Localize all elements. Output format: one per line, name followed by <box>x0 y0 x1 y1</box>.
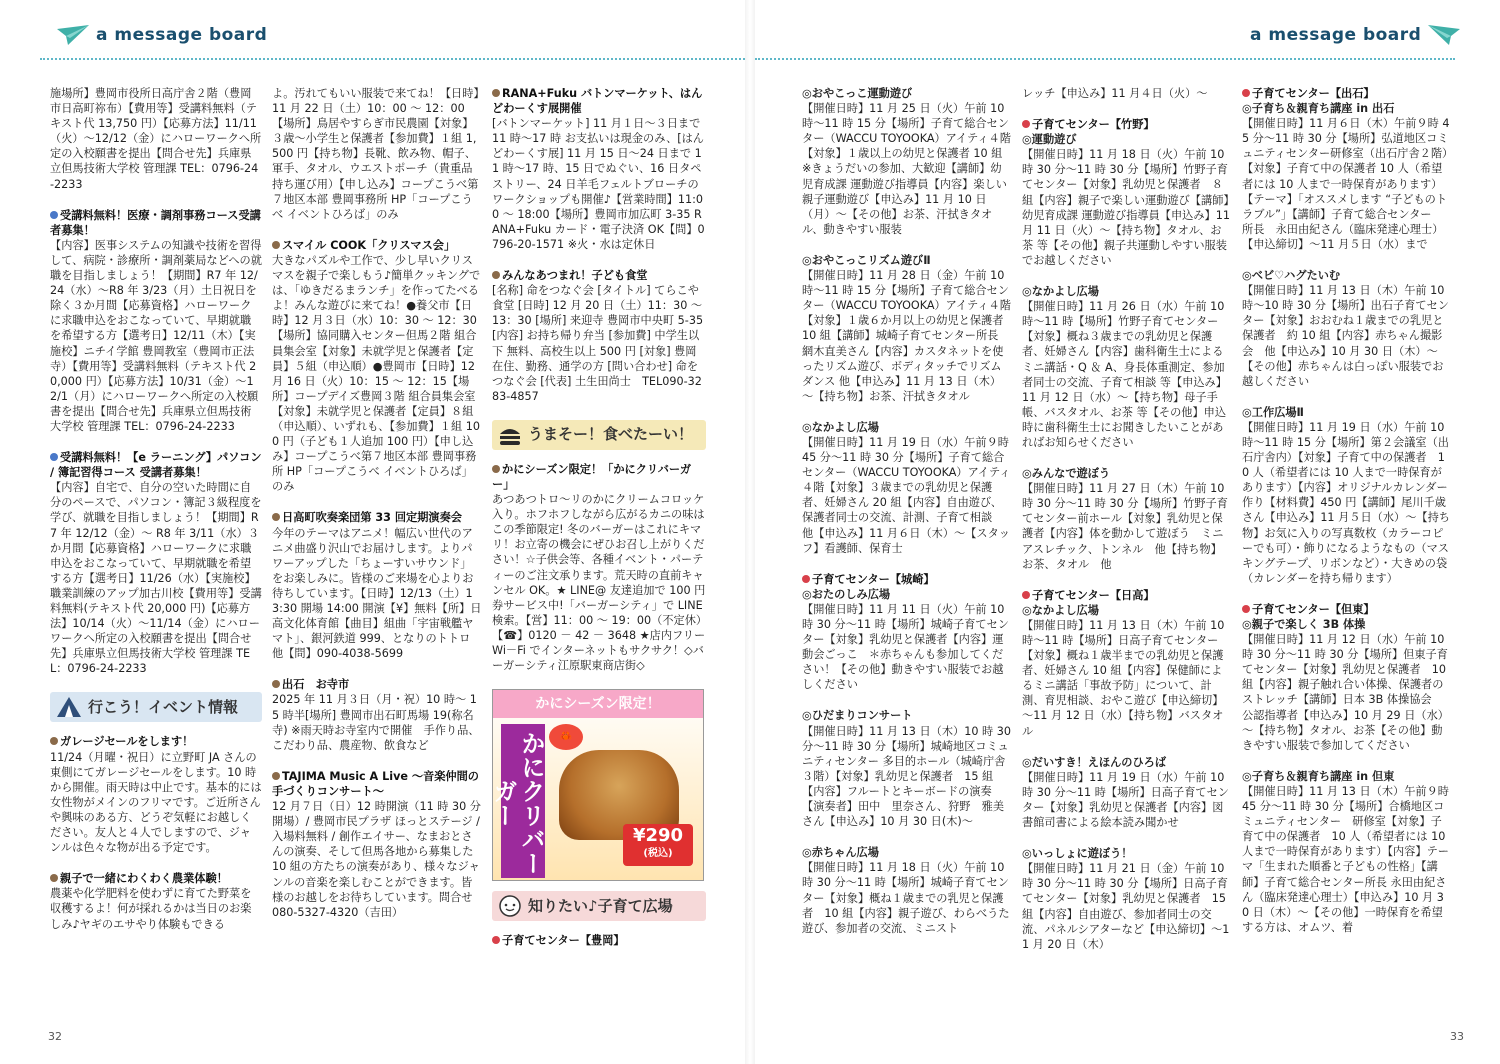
list-item <box>802 420 1012 556</box>
page-number: 33 <box>1450 1030 1464 1043</box>
entry-body: 11/24（月曜・祝日）に立野町 JA さんの東側にてガレージセールをします。10 時から開催。雨天時は中止です。基本的には女性物がメインのフリマです。ご近所さんや興味のある方、どうぞ気軽にお越しください。友人と４人でしますので、ジャンルは色々な物が出る予定です。 <box>50 750 262 855</box>
ad-price-tag <box>623 824 693 866</box>
entry-body: 【開催日時】11 月 27 日（木）午前 10 時 30 分～11 時 30 分【場所】竹野子育てセンター前ホール【対象】乳幼児と保護者【内容】体を動かして遊ぼう ミニアスレチック、トンネル 他【持ち物】お茶、タオル 他 <box>1022 482 1228 571</box>
entry-body: 【開催日時】11 月 13 日（木）午前９時 45 分～11 時 30 分【場所】合橋地区コミュニティセンター 研修室【対象】子育て中の保護者 10 人（希望者には 10 人まで一時保育があります）【内容】テーマ「生まれた順番と子どもの性格」【講師】子育て総合センター所長 永田由紀さん（臨床発達心理士）【申込み】10 月 30 日（木）～【その他】一時保育を希望する方は、オムツ、着 <box>1242 784 1449 934</box>
entry-body: 【開催日時】11 月 13 日（木）午前 10 時～10 時 30 分【場所】出石子育てセンター【対象】おおむね１歳までの乳児と保護者 約 10 組【内容】赤ちゃん撮影会 他【申込み】10 月 30 日（木）～【その他】赤ちゃんは白っぽい服装でお越しください <box>1242 284 1449 388</box>
entry-body: 12 月７日（日）12 時開演（11 時 30 分開場）/ 豊岡市民プラザ ほっとステージ / 入場料無料 / 創作エイサー、なまおとさんの演奏、そして但馬各地から募集した 10 組の方たちの演奏があり、様々なジャンルの音楽を楽しむことができます。皆様のお越しをお待ちしています。問合せ 080-5327-4320（吉田） <box>272 800 484 919</box>
paper-plane-icon <box>56 23 90 47</box>
header-title: a message board <box>96 25 268 45</box>
entry-title: RANA+Fuku バトンマーケット、はんどわーくす展開催 <box>492 87 703 116</box>
entry-title: ◎工作広場Ⅱ <box>1242 405 1304 419</box>
left-header <box>56 20 267 50</box>
entry-title: ◎おやこっこ運動遊び <box>802 87 913 100</box>
section-banner <box>492 420 706 450</box>
entry-body: 【開催日時】11 月 13 日（木）午前 10 時～11 時【場所】日高子育てセンター【対象】概ね１歳半までの乳幼児と保護者、妊婦さん 10 組【内容】保健師によるミニ講話「事故予防」について、計測、育児相談、おやこ遊び【申込締切】～11 月 12 日（水）【持ち物】バスタオル <box>1022 618 1225 738</box>
section-head: 子育てセンター【竹野】 <box>1032 118 1155 132</box>
entry-title: ◎いっしょに遊ぼう！ <box>1022 847 1133 861</box>
entry-body: 今年のテーマはアニメ！幅広い世代のアニメ曲盛り沢山でお届けします。よりパワーアップした「ちょーすいサウンド」をお楽しみに。皆様のご来場を心よりお待ちしています。【日時】12/13（土）13:30 開場 14:00 開演【¥】無料【所】日高文化体育館【曲目】組曲「宇宙戦艦ヤマト」、銀河鉄道 999、となりのトトロ 他【問】090-4038-5699 <box>272 526 482 661</box>
entry-title: かにシーズン限定！「かにクリバーガー」 <box>492 462 692 491</box>
list-item <box>1022 86 1230 101</box>
list-item <box>1242 86 1450 252</box>
entry-title: ◎なかよし広場 <box>802 420 879 434</box>
bullet-icon <box>1242 89 1250 97</box>
entry-title: ◎運動遊び <box>1022 133 1077 147</box>
entry-title: 出石 お寺市 <box>282 678 350 692</box>
ad-price: ¥290 <box>632 825 684 847</box>
right-column-1 <box>802 86 1012 952</box>
entry-title: みんなあつまれ！子ども食堂 <box>502 269 648 283</box>
list-item <box>50 450 262 676</box>
page-number: 32 <box>48 1030 62 1043</box>
section-head: 子育てセンター【城崎】 <box>812 572 935 586</box>
list-item <box>272 677 482 752</box>
entry-title: ◎なかよし広場 <box>1022 603 1099 617</box>
ad-top-text: かにシーズン限定！ <box>493 690 703 718</box>
list-item <box>1242 405 1450 586</box>
section-head: 子育てセンター【出石】 <box>1252 87 1375 100</box>
bullet-icon <box>50 453 58 461</box>
entry-body: レッチ【申込み】11 月４日（火）～ <box>1022 87 1208 100</box>
bullet-icon <box>272 513 280 521</box>
right-page <box>750 0 1500 1064</box>
entry-title: ◎ひだまりコンサート <box>802 709 913 723</box>
entry-title: 受講料無料！医療・調剤事務コース受講者募集！ <box>50 208 261 237</box>
list-item <box>802 845 1012 936</box>
entry-title: ◎だいすき！えほんのひろば <box>1022 755 1167 769</box>
list-item <box>802 572 1012 693</box>
entry-body: 農薬や化学肥料を使わずに育てた野菜を収穫するよ！何が採れるかは当日のお楽しみ♪ヤギのエサやり体験もできる <box>50 887 252 931</box>
bullet-icon <box>802 575 810 583</box>
entry-body: 【開催日時】11 月 19 日（水）午前９時 45 分～11 時 30 分【場所】子育て総合センター（WACCU TOYOOKA）アイティ４階【対象】３歳までの乳幼児と保護者、妊婦さん 20 組【内容】自由遊び、保護者同士の交流、計測、子育て相談 他【申込み】11 月６日（木）～【スタッフ】看護師、保育士 <box>802 435 1011 555</box>
list-item <box>492 86 706 252</box>
paper-plane-icon <box>1427 23 1461 47</box>
entry-title: ◎おたのしみ広場 <box>802 587 891 601</box>
entry-title: ◎おやこっこリズム遊びⅡ <box>802 253 931 267</box>
entry-body: 【開催日時】11 月 18 日（火）午前 10 時 30 分～11 時【場所】城崎子育てセンター【対象】概ね１歳までの乳児と保護者 10 組【内容】親子遊び、わらべうた遊び、参加者の交流、ミニスト <box>802 861 1010 935</box>
list-item <box>1022 466 1230 572</box>
entry-body: 施場所】豊岡市役所日高庁舎２階（豊岡市日高町祢布）【費用等】受講料無料（テキスト代 13,750 円）【応募方法】11/11（火）～12/12（金）にハローワークへ所定の入校願書を提出【問合せ先】兵庫県立但馬技術大学校 管理課 TEL：0796-24-2233 <box>50 87 262 191</box>
entry-body: 【開催日時】11 月 25 日（火）午前 10 時～11 時 15 分【場所】子育て総合センター（WACCU TOYOOKA）アイティ４階【対象】１歳以上の幼児と保護者 10 組 ※きょうだいの参加、大歓迎【講師】幼児育成課 運動遊び指導員【内容】楽しい親子運動遊び【申込み】11 月 10 日（月）～【その他】お茶、汗拭きタオル、動きやすい服装 <box>802 102 1011 236</box>
list-item <box>1242 602 1450 753</box>
entry-title: ガレージセールをします！ <box>60 735 194 749</box>
entry-title: ◎子育ち＆親育ち講座 in 但東 <box>1242 769 1395 783</box>
bullet-icon <box>272 772 280 780</box>
list-item <box>272 238 482 495</box>
bullet-icon <box>1242 605 1250 613</box>
banner-text: うまそー！食べたーい！ <box>528 425 694 444</box>
entry-body: 【開催日時】11 月 11 日（火）午前 10 時 30 分～11 時【場所】城崎子育てセンター【対象】乳幼児と保護者【内容】運動会ごっこ ＊赤ちゃんも参加してください！【その他】動きやすい服装でお越しください <box>802 602 1009 692</box>
entry-body: [バトンマーケット] 11 月１日～３日まで 11 時～17 時 お支払いは現金のみ、[はんどわーくす展] 11 月 15 日～24 日まで 11 時～17 時、15 日でぬぐい、16 日タペストリー、24 日羊毛フェルトブローチのワークショップも開催♪【営業時間】11:00 ～ 18:00【場所】豊岡市加広町 3-35 RANA+Fuku カード・電子決済 OK【問】0796-20-1571 ※火・水は定休日 <box>492 117 705 251</box>
entry-title: ◎なかよし広場 <box>1022 285 1099 299</box>
entry-body: 【開催日時】11 月 26 日（水）午前 10 時～11 時【場所】竹野子育てセンター【対象】概ね３歳までの乳幼児と保護者、妊婦さん【内容】歯科衛生士によるミニ講話・Q ＆ A、身長体重測定、参加者同士の交流、子育て相談 等【申込み】11 月 12 日（水）～【持ち物】母子手帳、バスタオル、お茶 等【その他】申込時に歯科衛生士にお聞きしたいことがあればお知らせください <box>1022 300 1227 449</box>
bullet-icon <box>492 465 500 473</box>
bullet-icon <box>50 211 58 219</box>
bullet-icon <box>272 241 280 249</box>
list-item <box>1242 769 1450 935</box>
entry-body: よ。汚れてもいい服装で来てね！【日時】11 月 22 日（土）10：00 ～ 12：00【場所】鳥居やすらぎ市民農園【対象】３歳～小学生と保護者【参加費】１組 1,500 円【持ち物】長靴、飲み物、帽子、軍手、タオル、ウエストポーチ（貴重品持ち運び用）【申し込み】コープこうべ第７地区本部 豊岡事務所 HP「コープこうべ イベントひろば」のみ <box>272 87 479 221</box>
banner-text: 行こう！イベント情報 <box>88 697 239 716</box>
burger-icon <box>498 424 522 446</box>
list-item <box>492 933 706 948</box>
entry-title: 子育てセンター【豊岡】 <box>502 934 625 948</box>
entry-body: 【開催日時】11 月 19 日（水）午前 10 時～11 時 15 分【場所】第２会議室（出石庁舎内）【対象】子育て中の保護者 10 人（希望者には 10 人まで一時保育があります）【内容】オリジナルカレンダー作り【材料費】450 円【講師】尾川千歳さん【申込み】11 月５日（水）～【持ち物】お気に入りの写真数枚（カラーコピーでも可）・飾りになるようなもの（マスキングテープ、リボンなど）・大きめの袋（カレンダーを持ち帰ります） <box>1242 420 1450 585</box>
left-column-2 <box>272 86 482 936</box>
right-column-2 <box>1022 86 1230 968</box>
list-item <box>50 734 262 855</box>
entry-body: 【開催日時】11 月 18 日（火）午前 10 時 30 分～11 時 30 分【場所】竹野子育てセンター【対象】乳幼児と保護者 ８組【内容】親子で楽しい運動遊び【講師】幼児育成課 運動遊び指導員【申込み】11 月 11 日（火）～【持ち物】タオル、お茶 等【その他】親子共運動しやすい服装でお越しください <box>1022 148 1230 267</box>
header-rule <box>40 58 745 60</box>
section-banner <box>50 692 262 722</box>
list-item <box>50 208 262 434</box>
list-item <box>1022 284 1230 450</box>
bullet-icon <box>492 89 500 97</box>
bullet-icon <box>1022 591 1030 599</box>
ad-product-name: かにクリバーガー <box>501 724 545 878</box>
list-item <box>492 268 706 404</box>
bullet-icon <box>50 737 58 745</box>
entry-title: スマイル COOK「クリスマス会」 <box>282 238 456 252</box>
entry-body: 2025 年 11 月３日（月・祝）10 時～ 15 時半[場所] 豊岡市出石町馬場 19(称名寺) ※雨天時お寺室内で開催 手作り品、こだわり品、農産物、飲食など <box>272 693 480 752</box>
entry-title: ◎ベビ♡ハグたいむ <box>1242 269 1341 283</box>
entry-title: 日高町吹奏楽団第 33 回定期演奏会 <box>282 511 462 525</box>
section-banner <box>492 891 706 921</box>
list-item <box>272 510 482 661</box>
header-rule <box>755 58 1455 60</box>
left-column-3 <box>489 86 706 964</box>
list-item <box>272 86 482 222</box>
entry-body: 【開催日時】11 月 12 日（水）午前 10 時 30 分～11 時 30 分【場所】但東子育てセンター【対象】乳幼児と保護者 10 組【内容】親子触れ合い体操、保護者のストレッチ【講師】日本 3B 体操協会 公認指導者【申込み】10 月 29 日（水）～【持ち物】タオル、お茶【その他】動きやすい服装で参加してください <box>1242 633 1449 752</box>
list-item <box>1242 268 1450 389</box>
bullet-icon <box>50 874 58 882</box>
bullet-icon <box>492 936 500 944</box>
entry-body: 【開催日時】11 月 19 日（水）午前 10 時 30 分～11 時【場所】日高子育てセンター【対象】乳幼児と保護者【内容】図書館司書による絵本読み聞かせ <box>1022 770 1229 830</box>
entry-body: 【開催日時】11 月６日（木）午前９時 45 分～11 時 30 分【場所】弘道地区コミュニティセンター研修室（出石庁舎２階）【対象】子育て中の保護者 10 人（希望者には 10 人まで一時保育があります）【テーマ】「オススメします “子どものトラブル”」【講師】子育て総合センター 所長 永田由紀さん（臨床発達心理士）【申込締切】～11 月５日（水）まで <box>1242 117 1450 251</box>
entry-body: 【内容】自宅で、自分の空いた時間に自分のペースで、パソコン・簿記３級程度を学び、就職を目指しましょう！【期間】R7 年 12/12（金）～ R8 年 3/11（水）３か月間【応募資格】ハローワークに求職申込をおこなっていて、早期就職を希望する方【選考日】11/26（水）【実施校】職業訓練のアップ加古川校【費用等】受講料無料(テキスト代 20,000 円)【応募方法】10/14（火）～11/14（金）にハローワークへ所定の入校願書を提出【問合せ先】兵庫県立但馬技術大学校 管理課 TEL：0796-24-2233 <box>50 481 262 676</box>
list-item <box>802 86 1012 237</box>
entry-title: 親子で一緒にわくわく農業体験！ <box>60 872 228 886</box>
entry-title: ◎親子で楽しく 3B 体操 <box>1242 618 1366 631</box>
list-item <box>1022 846 1230 952</box>
list-item <box>50 871 262 931</box>
entry-body: 【内容】医事システムの知識や技術を習得して、病院・診療所・調剤薬局などへの就職を目指しましょう！【期間】R7 年 12/24（水）～R8 年 3/23（月）土日祝日を除く３か月間【応募資格】ハローワークに求職申込をおこなっていて、早期就職を希望する方【選考日】12/11（木）【実施校】ニチイ学館 豊岡教室（豊岡市正法寺）【費用等】受講料無料（テキスト代 20,000 円）【応募方法】10/31（金）～12/1（月）にハローワークへ所定の入校願書を提出【問合せ先】兵庫県立但馬技術大学校 管理課 TEL：0796-24-2233 <box>50 238 262 433</box>
left-column-1 <box>50 86 262 948</box>
bullet-icon <box>272 680 280 688</box>
list-item <box>50 86 262 192</box>
entry-title: 受講料無料！【e ラーニング】パソコン / 簿記習得コース 受講者募集！ <box>50 451 262 480</box>
tent-icon <box>56 696 82 718</box>
entry-body: 【開催日時】11 月 21 日（金）午前 10 時 30 分～11 時 30 分【場所】日高子育てセンター【対象】乳幼児と保護者 15 組【内容】自由遊び、参加者同士の交流、パネルシアターなど【申込締切】～11 月 20 日（木） <box>1022 862 1230 951</box>
baby-face-icon <box>498 895 522 917</box>
bullet-icon <box>1022 120 1030 128</box>
right-header <box>1250 20 1461 50</box>
banner-text: 知りたい♪子育て広場 <box>528 896 673 915</box>
entry-title: ◎みんなで遊ぼう <box>1022 467 1111 481</box>
entry-body: [名称] 命をつなぐ会 [タイトル] てらこや食堂 [日時] 12 月 20 日（土）11：30 ～ 13：30 [場所] 来迎寺 豊岡市中央町 5-35 [内容] お持ち帰り弁当 [参加費] 中学生以下 無料、高校生以上 500 円 [対象] 豊岡在住、勤務、通学の方 [問い合わせ] 命をつなぐ会 [代表] 土生田尚士 TEL090-3283-4857 <box>492 284 704 403</box>
list-item <box>802 708 1012 829</box>
section-head: 子育てセンター【但東】 <box>1252 602 1375 616</box>
bullet-icon <box>492 271 500 279</box>
entry-title: TAJIMA Music A Live ～音楽仲間の手づくりコンサート～ <box>272 769 479 798</box>
list-item <box>802 253 1012 404</box>
list-item <box>272 769 482 920</box>
list-item <box>1022 755 1230 830</box>
section-head: 子育てセンター【日高】 <box>1032 588 1155 602</box>
entry-body: 【開催日時】11 月 28 日（金）午前 10 時～11 時 15 分【場所】子育て総合センター（WACCU TOYOOKA）アイティ４階【対象】１歳６か月以上の幼児と保護者 10 組【講師】城崎子育てセンター所長 網木直美さん【内容】カスタネットを使ったリズム遊び、ボディタッチでリズムダンス 他【申込み】11 月 13 日（木）～【持ち物】お茶、汗拭きタオル <box>802 269 1011 403</box>
ad-tax-note: (税込) <box>643 848 673 860</box>
right-column-3 <box>1242 86 1450 951</box>
entry-body: 【開催日時】11 月 13 日（木）10 時 30 分～11 時 30 分【場所】城崎地区コミュニティセンター 多目的ホール（城崎庁舎３階）【対象】乳幼児と保護者 15 組【内容】フルートとキーボードの演奏【演奏者】田中 里奈さん、狩野 雅美さん【申込み】10 月 30 日(木)～ <box>802 724 1011 829</box>
burger-ad-image <box>489 689 704 881</box>
entry-body: 大きなパズルや工作で、少し早いクリスマスを親子で楽しもう♪簡単クッキングでは、「ゆきだるまランチ」を作ってたべるよ！みんな遊びに来てね！●養父市【日時】12 月３日（水）10：30 ～ 12：30【場所】協同購入センター但馬２階 組合員集会室【対象】未就学児と保護者【定員】５組（申込順）●豊岡市【日時】12 月 16 日（火）10：15 ～ 12：15【場所】コープデイズ豊岡３階 組合員集会室【対象】未就学児と保護者【定員】８組（申込順）、いずれも、【参加費】１組 100 円（子ども１人追加 100 円）【申し込み】コープこうべ第７地区本部 豊岡事務所 HP「コープこうべ イベントひろば」のみ <box>272 253 481 494</box>
entry-title: ◎赤ちゃん広場 <box>802 846 879 860</box>
list-item <box>1022 117 1230 268</box>
header-title: a message board <box>1250 25 1422 45</box>
list-item <box>1022 588 1230 739</box>
list-item <box>492 462 706 673</box>
entry-body: あつあつトロ～リのかにクリームコロッケ入り。ホフホフしながら広がるカニの味はこの季節限定! 冬のバーガーはこれにキマリ！お立寄の機会にぜひお召し上がりください！☆子供会等、各種イベント・パーティーのご注文承ります。荒天時の直前キャンセル OK。★ LINE@ 友達追加で 100 円券サービス中!「バーガーシティ」で LINE 検索。【営】11：00 ～ 19：00（不定休）【☎】0120 － 42 － 3648 ★店内フリー Wi－Fi でインターネットもサクサク！◇バーガーシティ江原駅東商店街◇ <box>492 493 706 673</box>
crab-icon: 🦀 <box>549 724 583 750</box>
entry-title: ◎子育ち＆親育ち講座 in 出石 <box>1242 102 1395 116</box>
